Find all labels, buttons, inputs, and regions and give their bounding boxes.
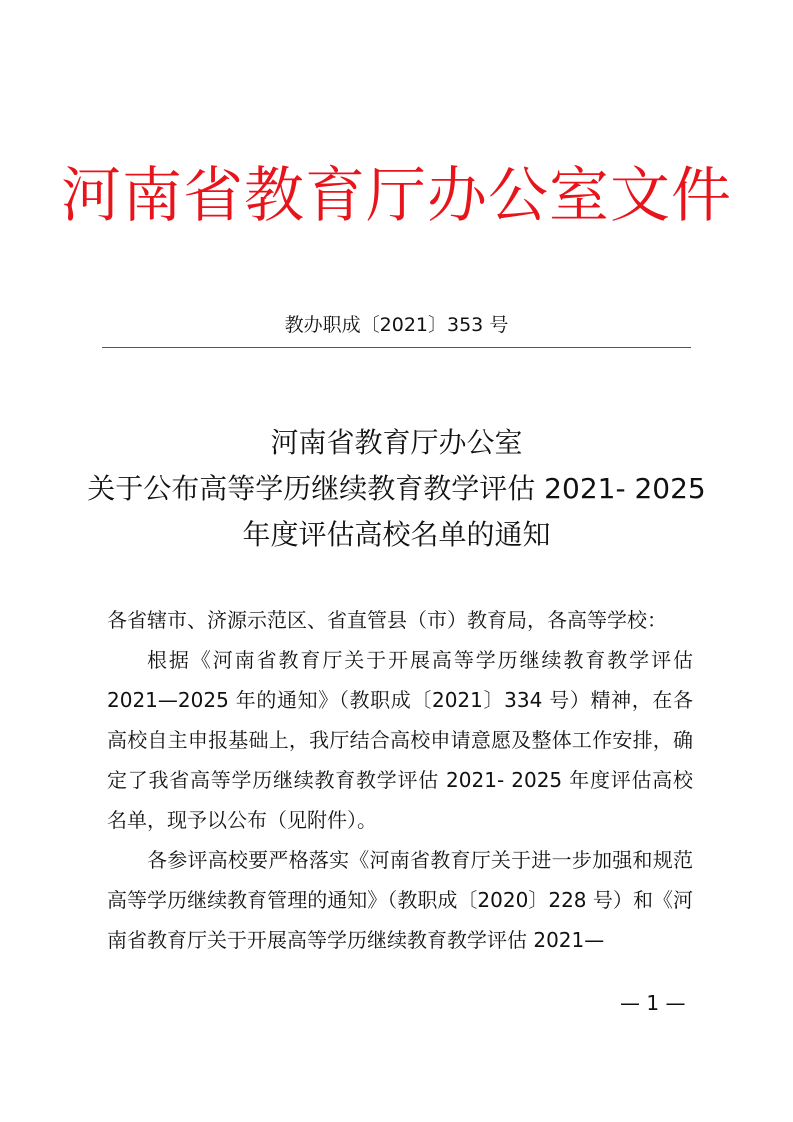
title-line-1: 河南省教育厅办公室 xyxy=(270,426,523,459)
masthead-title: 河南省教育厅办公室文件 xyxy=(61,161,732,231)
salutation: 各省辖市、济源示范区、省直管县（市）教育局，各高等学校： xyxy=(107,608,667,632)
red-divider-rule xyxy=(102,347,691,348)
title-line-2: 关于公布高等学历继续教育教学评估 2021- 2025 xyxy=(87,472,706,505)
notice-title xyxy=(0,420,793,558)
page-number: — 1 — xyxy=(620,991,686,1015)
body-paragraph-1: 根据《河南省教育厅关于开展高等学历继续教育教学评估 2021—2025 年的通知》（教职成〔2021〕334 号）精神，在各高校自主申报基础上，我厅结合高校申请意愿及整体工作安排，确定了我省高等学历继续教育教学评估 2021- 2025 年度评估高校名单，现予以公布（见附件）。 xyxy=(107,648,693,832)
body-paragraph-2: 各参评高校要严格落实《河南省教育厅关于进一步加强和规范高等学历继续教育管理的通知》（教职成〔2020〕228 号）和《河南省教育厅关于开展高等学历继续教育教学评估 2021— xyxy=(107,848,693,952)
document-body xyxy=(107,600,693,960)
title-line-3: 年度评估高校名单的通知 xyxy=(242,518,551,551)
document-number: 教办职成〔2021〕353 号 xyxy=(284,314,509,336)
